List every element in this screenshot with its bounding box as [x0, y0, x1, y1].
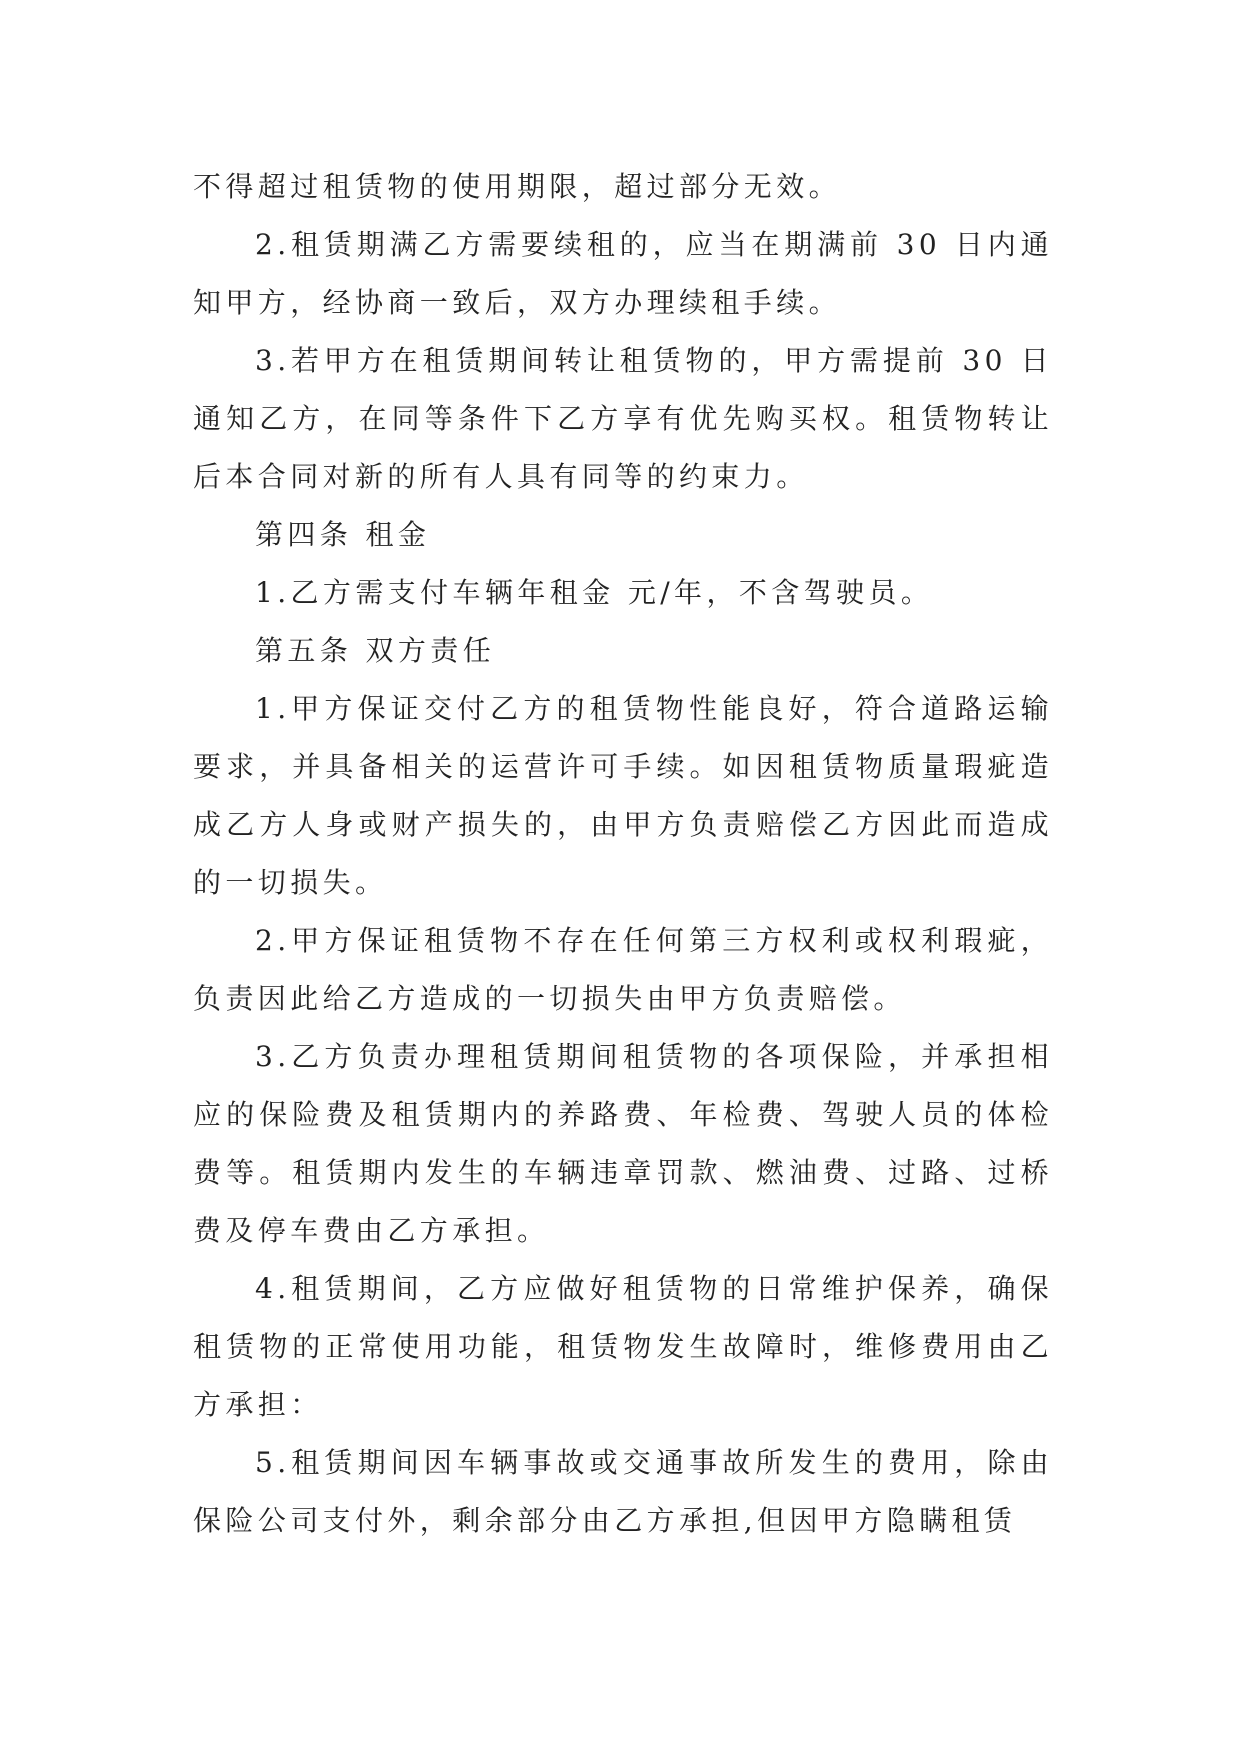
paragraph-responsibility-1: 1.甲方保证交付乙方的租赁物性能良好，符合道路运输要求，并具备相关的运营许可手续。如因租赁物质量瑕疵造成乙方人身或财产损失的，由甲方负责赔偿乙方因此而造成的一切损失。 [193, 692, 1053, 899]
document-body [193, 158, 1053, 1550]
paragraph-responsibility-2: 2.甲方保证租赁物不存在任何第三方权利或权利瑕疵，负责因此给乙方造成的一切损失由甲方负责赔偿。 [193, 924, 1053, 1015]
paragraph-rent: 1.乙方需支付车辆年租金 元/年，不含驾驶员。 [255, 576, 934, 609]
paragraph-responsibility-5: 5.租赁期间因车辆事故或交通事故所发生的费用，除由保险公司支付外，剩余部分由乙方承担,但因甲方隐瞒租赁 [193, 1446, 1053, 1537]
paragraph-clause-3-continuation: 不得超过租赁物的使用期限，超过部分无效。 [193, 170, 842, 203]
paragraph-renewal: 2.租赁期满乙方需要续租的，应当在期满前 30 日内通知甲方，经协商一致后，双方办理续租手续。 [193, 228, 1053, 319]
heading-article-5: 第五条 双方责任 [255, 634, 496, 667]
paragraph-transfer: 3.若甲方在租赁期间转让租赁物的，甲方需提前 30 日通知乙方，在同等条件下乙方享有优先购买权。租赁物转让后本合同对新的所有人具有同等的约束力。 [193, 344, 1053, 493]
paragraph-responsibility-3: 3.乙方负责办理租赁期间租赁物的各项保险，并承担相应的保险费及租赁期内的养路费、年检费、驾驶人员的体检费等。租赁期内发生的车辆违章罚款、燃油费、过路、过桥费及停车费由乙方承担。 [193, 1040, 1053, 1247]
paragraph-responsibility-4: 4.租赁期间，乙方应做好租赁物的日常维护保养，确保租赁物的正常使用功能，租赁物发生故障时，维修费用由乙方承担： [193, 1272, 1053, 1421]
heading-article-4: 第四条 租金 [255, 518, 431, 551]
